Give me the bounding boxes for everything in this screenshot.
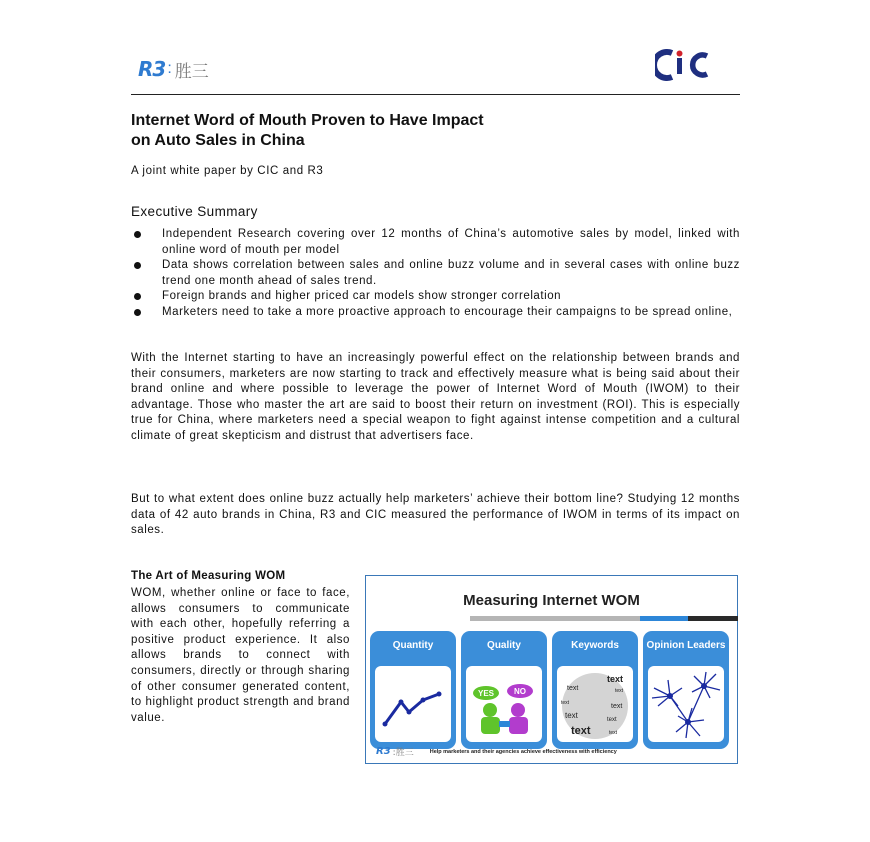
summary-bullet: Data shows correlation between sales and online buzz volume and in several cases with online buzz trend one month ahead of sales trend. (131, 258, 740, 289)
header-rule (131, 94, 740, 95)
question-paragraph: But to what extent does online buzz actually help marketers’ achieve their bottom line? Studying 12 months data of 42 auto brands in China, R3 and CIC measured the performance of IWOM in terms of its impact on sales. (131, 493, 740, 537)
opinion-leaders-card (643, 631, 729, 749)
figure-footer-logo: R3 (376, 746, 391, 757)
no-label: NO (514, 687, 526, 696)
figure-bar-blue (640, 616, 688, 621)
bullet-icon (134, 309, 141, 316)
svg-text:text: text (567, 685, 579, 692)
yes-label: YES (477, 689, 495, 698)
art-section-heading: The Art of Measuring WOM (131, 570, 286, 582)
figure-bar-gray (470, 616, 640, 621)
r3-logo-separator: : (167, 60, 172, 77)
bullet-icon (134, 231, 141, 238)
figure-footer-tagline: Help marketers and their agencies achieve effectiveness with efficiency (429, 748, 617, 755)
trend-line-icon (375, 666, 451, 742)
svg-text:text: text (571, 725, 591, 737)
executive-summary-list (131, 227, 740, 321)
quantity-card-label: Quantity (392, 640, 434, 651)
summary-bullet: Marketers need to take a more proactive approach to encourage their campaigns to be spread online, (131, 305, 740, 321)
summary-bullet: Independent Research covering over 12 months of China’s automotive sales by model, linked with online word of mouth per model (131, 227, 740, 258)
art-section-body: WOM, whether online or face to face, allows consumers to communicate with each other, hopefully referring a positive product experience. It also allows brands to connect with consumers, directly or through sharing of other consumer generated content, to highlight product strength and brand value. (131, 587, 350, 724)
keywords-card-label: Keywords (571, 640, 619, 651)
r3-logo (138, 58, 209, 80)
keywords-card (552, 631, 638, 749)
document-subtitle: A joint white paper by CIC and R3 (131, 165, 324, 177)
word-cloud-icon (557, 666, 633, 742)
svg-text:text: text (615, 688, 624, 694)
figure-title: Measuring Internet WOM (463, 592, 640, 609)
summary-bullet: Foreign brands and higher priced car models show stronger correlation (131, 289, 740, 305)
opinion-leaders-card-label: Opinion Leaders (646, 640, 726, 651)
intro-paragraph: With the Internet starting to have an increasingly powerful effect on the relationship between brands and their consumers, marketers are now starting to track and effectively measure what is being said about their brand online and where possible to leverage the power of Internet Word of Mouth (IWOM) to their advantage. Those who master the art are said to boost their return on investment (ROI). This is especially true for China, where marketers need a special weapon to fight against intense competition and a cultural climate of great skepticism and distrust that advertisers face. (131, 352, 740, 442)
quality-card (461, 631, 547, 749)
svg-text:text: text (609, 730, 618, 736)
network-icon (648, 666, 724, 742)
svg-text:text: text (561, 700, 570, 706)
bullet-icon (134, 262, 141, 269)
cic-logo (655, 48, 715, 82)
figure-footer-logo-cn: :胜三 (392, 748, 414, 758)
title-line-2: on Auto Sales in China (131, 132, 305, 149)
figure-footer (376, 745, 617, 758)
bullet-icon (134, 293, 141, 300)
executive-summary-heading: Executive Summary (131, 204, 258, 219)
document-title (131, 111, 651, 151)
r3-logo-mark: R3 (138, 57, 166, 81)
svg-text:text: text (565, 711, 578, 720)
quantity-card (370, 631, 456, 749)
svg-text:text: text (607, 717, 617, 723)
quality-card-label: Quality (487, 640, 521, 651)
measuring-wom-figure (365, 575, 738, 764)
svg-text:text: text (611, 703, 623, 710)
title-line-1: Internet Word of Mouth Proven to Have Impact (131, 112, 484, 129)
r3-logo-chinese: 胜三 (174, 61, 209, 82)
yes-no-people-icon (466, 666, 542, 742)
svg-text:text: text (607, 674, 624, 684)
figure-bar-black (688, 616, 738, 621)
